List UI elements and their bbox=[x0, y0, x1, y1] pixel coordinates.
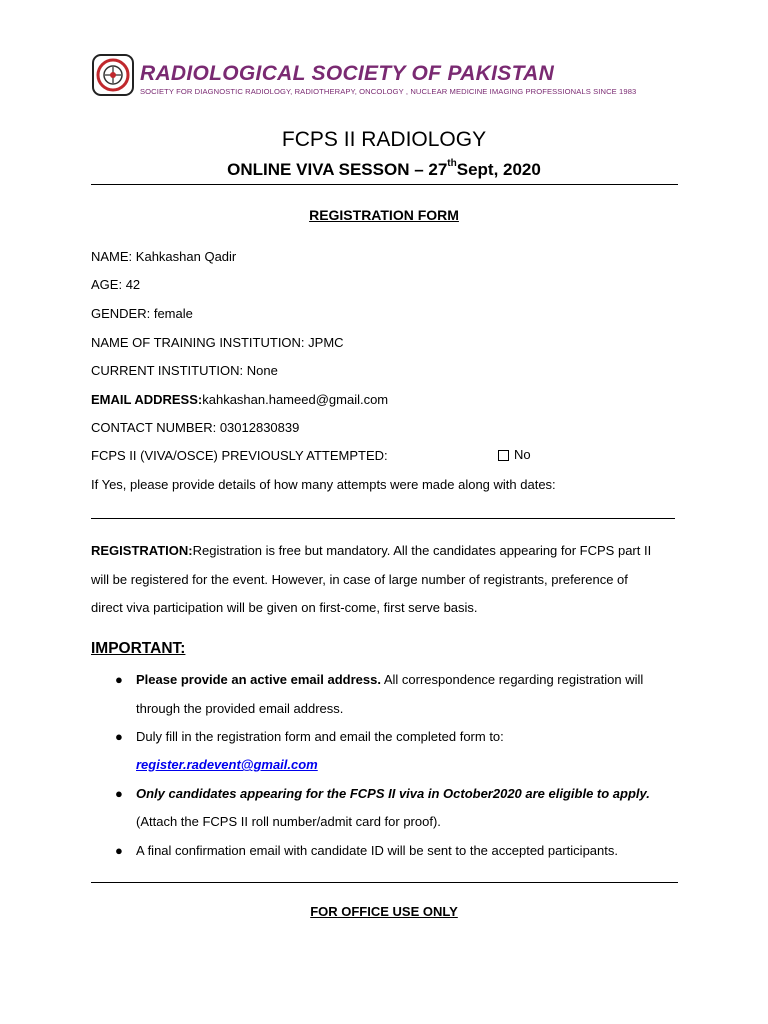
header-divider bbox=[91, 184, 678, 185]
name-field bbox=[91, 249, 236, 264]
email-field bbox=[91, 392, 388, 407]
gender-label: GENDER: bbox=[91, 306, 154, 321]
organization-tagline: SOCIETY FOR DIAGNOSTIC RADIOLOGY, RADIOTHERAPY, ONCOLOGY , NUCLEAR MEDICINE IMAGING PROFESSIONALS SINCE 1983 bbox=[140, 87, 637, 96]
email-label: EMAIL ADDRESS: bbox=[91, 392, 203, 407]
name-value: Kahkashan Qadir bbox=[135, 249, 237, 264]
rsp-emblem-icon bbox=[92, 54, 134, 96]
attempts-answer-line bbox=[91, 518, 675, 519]
subtitle-suffix: Sept, 2020 bbox=[456, 160, 541, 179]
registration-label: REGISTRATION: bbox=[91, 543, 193, 558]
contact-label: CONTACT NUMBER: bbox=[91, 420, 220, 435]
registration-line-2: will be registered for the event. However, in case of large number of registrants, preference of bbox=[91, 572, 628, 587]
name-label: NAME: bbox=[91, 249, 136, 264]
form-title: REGISTRATION FORM bbox=[309, 207, 459, 223]
current-institution-field bbox=[91, 363, 278, 378]
registration-text-1: Registration is free but mandatory. All the candidates appearing for FCPS part II bbox=[192, 543, 652, 558]
important-heading: IMPORTANT: bbox=[91, 640, 186, 657]
bullet-3-marker: ● bbox=[115, 786, 123, 801]
organization-name: RADIOLOGICAL SOCIETY OF PAKISTAN bbox=[140, 62, 555, 85]
current-institution-label: CURRENT INSTITUTION: bbox=[91, 363, 247, 378]
bullet-1-bold: Please provide an active email address. bbox=[136, 672, 381, 687]
bullet-3-line-2: (Attach the FCPS II roll number/admit card for proof). bbox=[136, 814, 441, 829]
office-divider bbox=[91, 882, 678, 883]
gender-value: female bbox=[153, 306, 193, 321]
attempted-option-no: No bbox=[514, 447, 531, 462]
bullet-1-rest: All correspondence regarding registration will bbox=[380, 672, 644, 687]
contact-field bbox=[91, 420, 299, 435]
age-label: AGE: bbox=[91, 277, 126, 292]
bullet-1-marker: ● bbox=[115, 672, 123, 687]
bullet-4-marker: ● bbox=[115, 843, 123, 858]
registration-email-link[interactable] bbox=[136, 757, 318, 772]
page-subtitle bbox=[0, 160, 768, 180]
bullet-2-marker: ● bbox=[115, 729, 123, 744]
registration-line-3: direct viva participation will be given on first-come, first serve basis. bbox=[91, 600, 478, 615]
training-institution-field bbox=[91, 335, 344, 350]
age-field bbox=[91, 277, 140, 292]
page-title: FCPS II RADIOLOGY bbox=[281, 128, 487, 151]
bullet-3-line-1: Only candidates appearing for the FCPS II viva in October2020 are eligible to apply. bbox=[136, 786, 650, 801]
bullet-1-line-1 bbox=[136, 672, 643, 687]
current-institution-value: None bbox=[246, 363, 278, 378]
bullet-2-line-1: Duly fill in the registration form and email the completed form to: bbox=[136, 729, 504, 744]
bullet-1-line-2: through the provided email address. bbox=[136, 701, 344, 716]
bullet-4-line-1: A final confirmation email with candidate ID will be sent to the accepted participants. bbox=[136, 843, 618, 858]
contact-value: 03012830839 bbox=[219, 420, 300, 435]
registration-line-1 bbox=[91, 543, 651, 558]
office-use-heading: FOR OFFICE USE ONLY bbox=[310, 904, 458, 919]
age-value: 42 bbox=[125, 277, 141, 292]
attempts-prompt: If Yes, please provide details of how many attempts were made along with dates: bbox=[91, 477, 556, 492]
subtitle-prefix: ONLINE VIVA SESSON – 27 bbox=[227, 160, 448, 179]
previously-attempted-label: FCPS II (VIVA/OSCE) PREVIOUSLY ATTEMPTED: bbox=[91, 448, 388, 463]
subtitle-sup: th bbox=[447, 158, 457, 169]
training-institution-value: JPMC bbox=[308, 335, 344, 350]
gender-field bbox=[91, 306, 193, 321]
registration-email-link-text[interactable]: register.radevent@gmail.com bbox=[136, 757, 318, 772]
attempted-checkbox[interactable] bbox=[498, 450, 509, 461]
training-institution-label: NAME OF TRAINING INSTITUTION: bbox=[91, 335, 309, 350]
email-value: kahkashan.hameed@gmail.com bbox=[202, 392, 389, 407]
